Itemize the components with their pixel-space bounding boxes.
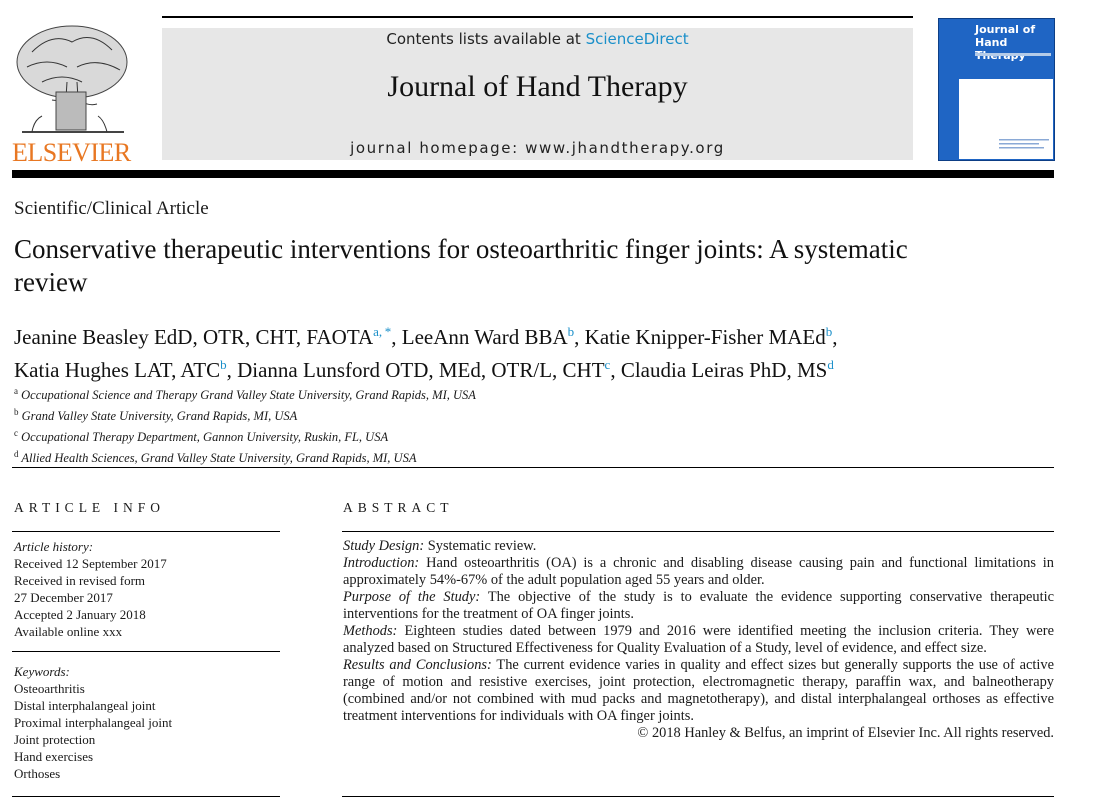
abstract-label: Methods: (343, 623, 398, 639)
abstract-section (343, 538, 1054, 555)
abstract-label: Introduction: (343, 555, 420, 571)
affiliation-item (14, 425, 714, 446)
abstract-body (343, 538, 1054, 742)
info-rule (12, 531, 280, 532)
header-divider (12, 170, 1054, 178)
keyword: Distal interphalangeal joint (14, 698, 156, 713)
author-separator: , (391, 325, 402, 349)
author-affil-ref[interactable]: b (567, 324, 575, 339)
cover-band (975, 53, 1051, 56)
abstract-text: Hand osteoarthritis (OA) is a chronic and disabling disease causing pain and functional limitations in approximately 54%-67% of the adult population aged 55 years and older. (343, 555, 1054, 588)
info-rule (12, 651, 280, 652)
affiliation-item (14, 404, 714, 425)
affiliation-marker: d (14, 449, 19, 460)
author-affil-ref[interactable]: b (220, 357, 227, 372)
cover-details (999, 139, 1049, 149)
author-name: Claudia Leiras PhD, MS (620, 358, 828, 382)
article-category: Scientific/Clinical Article (14, 198, 209, 219)
journal-name: Journal of Hand Therapy (387, 70, 688, 103)
article-info-heading: ARTICLE INFO (14, 500, 166, 515)
abstract-rule (342, 796, 1054, 797)
journal-cover[interactable] (938, 18, 1055, 161)
history-line: Received in revised form (14, 573, 146, 588)
author-separator: , (226, 358, 238, 382)
author-name: LeeAnn Ward BBA (401, 325, 568, 349)
affiliation-text: Allied Health Sciences, Grand Valley State University, Grand Rapids, MI, USA (21, 451, 417, 466)
keyword: Osteoarthritis (14, 681, 85, 696)
affiliation-item (14, 446, 714, 467)
affiliation-marker: c (14, 428, 18, 439)
cover-title: Journal of Hand (975, 23, 1036, 49)
abstract-label: Results and Conclusions: (343, 657, 492, 673)
affiliation-item (14, 383, 714, 404)
keyword: Proximal interphalangeal joint (14, 715, 173, 730)
section-divider (12, 467, 1054, 468)
affiliation-text: Grand Valley State University, Grand Rapids, MI, USA (21, 409, 298, 424)
author-separator: , (832, 325, 838, 349)
author-affil-ref[interactable]: c (604, 357, 611, 372)
keyword: Orthoses (14, 766, 61, 781)
author-separator: , (610, 358, 621, 382)
author-name: Katie Knipper-Fisher MAEd (584, 325, 826, 349)
affiliation-marker: a (14, 386, 18, 396)
author-name: Dianna Lunsford OTD, MEd, OTR/L, CHT (237, 358, 605, 382)
affiliation-text: Occupational Science and Therapy Grand Valley State University, Grand Rapids, MI, USA (21, 388, 476, 403)
info-rule (12, 796, 280, 797)
sciencedirect-link[interactable]: ScienceDirect (585, 30, 689, 48)
author-name: Jeanine Beasley EdD, OTR, CHT, FAOTA (14, 325, 374, 349)
abstract-rule (342, 531, 1054, 532)
journal-homepage[interactable]: journal homepage: www.jhandtherapy.org (350, 139, 725, 157)
abstract-section (343, 589, 1054, 623)
article-title: Conservative therapeutic interventions for osteoarthritic finger joints: A systematic review (14, 234, 908, 297)
contents-line (162, 30, 913, 48)
contents-prefix: Contents lists available at (386, 30, 581, 48)
abstract-section (343, 657, 1054, 725)
abstract-label: Study Design: (343, 538, 425, 554)
history-line: Available online xxx (14, 624, 123, 639)
abstract-text: Systematic review. (427, 538, 537, 554)
author-name: Katia Hughes LAT, ATC (14, 358, 221, 382)
top-rule (162, 16, 913, 18)
elsevier-wordmark: ELSEVIER (12, 138, 131, 167)
affiliation-text: Occupational Therapy Department, Gannon University, Ruskin, FL, USA (21, 430, 389, 445)
author-separator: , (574, 325, 585, 349)
abstract-section (343, 555, 1054, 589)
history-line: Accepted 2 January 2018 (14, 607, 146, 622)
abstract-text: Eighteen studies dated between 1979 and 2016 were identified meeting the inclusion criteria. They were analyzed based on Structured Effectiveness for Quality Evaluation of a Study, level of evidence, and effect size. (343, 623, 1054, 656)
keyword: Joint protection (14, 732, 96, 747)
affiliations (14, 383, 714, 468)
author-affil-ref[interactable]: a, * (373, 324, 392, 339)
keywords (14, 663, 282, 782)
copyright: © 2018 Hanley & Belfus, an imprint of Elsevier Inc. All rights reserved. (637, 725, 1054, 741)
keyword: Hand exercises (14, 749, 94, 764)
abstract-text: The current evidence varies in quality and effect sizes but generally supports the use of active range of motion and resistive exercises, joint protection, electromagnetic therapy, paraffin wax, and balneotherapy (combined and/or not combined with mud packs and magnetotherapy), and distal interphalangeal orthoses as effective treatment interventions for individuals with OA finger joints. (343, 657, 1054, 724)
abstract-text: The objective of the study is to evaluate the evidence supporting conservative therapeutic interventions for the treatment of OA finger joints. (343, 589, 1054, 622)
elsevier-tree-logo (12, 22, 134, 138)
abstract-heading: ABSTRACT (343, 500, 454, 515)
article-history (14, 538, 282, 640)
history-label: Article history: (14, 539, 94, 554)
affiliation-marker: b (14, 407, 19, 418)
keywords-label: Keywords: (14, 664, 70, 679)
history-line: 27 December 2017 (14, 590, 113, 605)
abstract-section (343, 623, 1054, 657)
history-line: Received 12 September 2017 (14, 556, 167, 571)
author-list (14, 318, 1014, 384)
author-affil-ref[interactable]: d (827, 357, 834, 372)
abstract-label: Purpose of the Study: (343, 589, 481, 605)
author-affil-ref[interactable]: b (825, 324, 833, 339)
journal-banner (162, 28, 913, 160)
